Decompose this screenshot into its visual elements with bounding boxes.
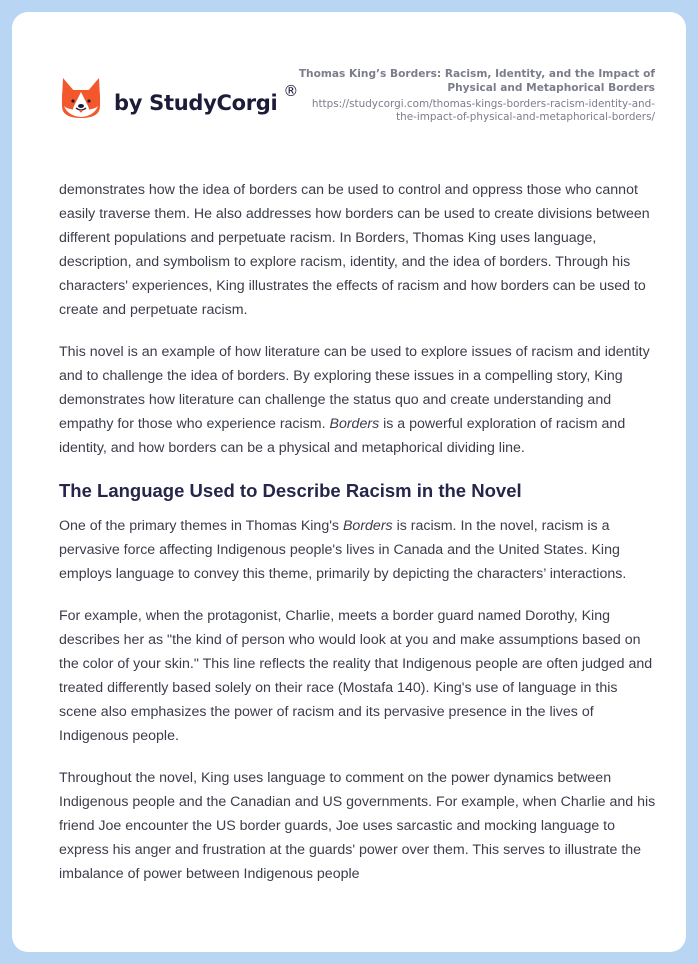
page-header — [12, 12, 686, 162]
paragraph-5: Throughout the novel, King uses language to comment on the power dynamics between Indigenous people and the Canadian and US governments. For example, when Charlie and his friend Joe encounter the US border guards, Joe uses sarcastic and mocking language to express his anger and frustration at the guards' power over them. This serves to illustrate the imbalance of power between Indigenous people — [59, 770, 656, 882]
corgi-icon — [60, 76, 102, 122]
article-body — [59, 178, 659, 904]
logo-text: by StudyCorgi — [114, 91, 278, 115]
text-span: This novel is an example of how literature can be used to explore issues of racism and identity and to challenge the idea of borders. By exploring these issues in a compelling story, King demonstrates how literature can challenge the status quo and create understanding and empathy for those who experience racism. — [59, 344, 650, 432]
document-title: Thomas King’s Borders: Racism, Identity, and the Impact of Physical and Metaphorical Borders — [298, 68, 655, 94]
book-title-italic: Borders — [329, 416, 380, 432]
text-span: is a powerful exploration of racism and identity, and how borders can be a physical and metaphorical dividing line. — [59, 416, 626, 456]
paragraph-4: For example, when the protagonist, Charlie, meets a border guard named Dorothy, King describes her as "the kind of person who would look at you and make assumptions based on the color of your skin." This line reflects the reality that Indigenous people are often judged and treated differently based solely on their race (Mostafa 140). King's use of language in this scene also emphasizes the power of racism and its pervasive presence in the lives of Indigenous people. — [59, 608, 653, 744]
book-title-italic: Borders — [342, 518, 393, 534]
text-span: One of the primary themes in Thomas King's — [59, 518, 343, 534]
document-url[interactable]: https://studycorgi.com/thomas-kings-borders-racism-identity-and-the-impact-of-physical-and-metaphorical-borders/ — [311, 98, 655, 123]
text-span: is racism. In the novel, racism is a pervasive force affecting Indigenous people's lives in Canada and the United States. King employs language to convey this theme, primarily by depicting the characters’ interactions. — [59, 518, 627, 582]
studycorgi-logo[interactable] — [60, 76, 298, 122]
paragraph-2 — [59, 340, 659, 460]
document-meta — [295, 67, 655, 124]
paragraph-3 — [59, 514, 659, 586]
registered-mark: ® — [283, 82, 299, 100]
document-card — [12, 12, 686, 952]
paragraph-1: demonstrates how the idea of borders can be used to control and oppress those who cannot easily traverse them. He also addresses how borders can be used to create divisions between different populations and perpetuate racism. In Borders, Thomas King uses language, description, and symbolism to explore racism, identity, and the idea of borders. Through his characters' experiences, King illustrates the effects of racism and how borders can be used to create and perpetuate racism. — [59, 182, 650, 318]
section-heading: The Language Used to Describe Racism in the Novel — [59, 480, 522, 501]
